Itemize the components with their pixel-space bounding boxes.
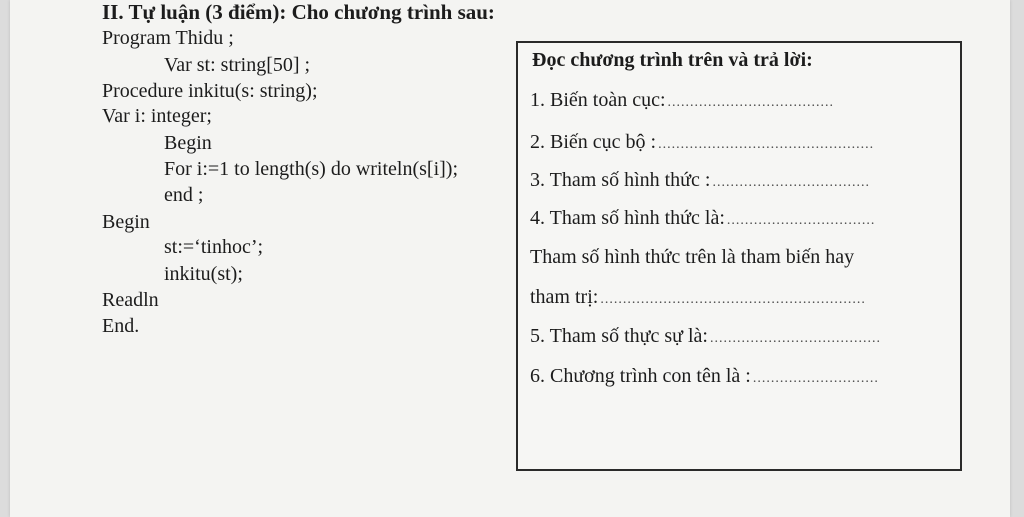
code-line: Var st: string[50] ;	[164, 54, 311, 76]
answer-blank: ...................................	[712, 175, 870, 190]
answer-blank: .................................	[726, 213, 876, 228]
answer-blank: ................................................	[658, 137, 875, 152]
answer-blank: ............................	[752, 371, 879, 386]
code-line: For i:=1 to length(s) do writeln(s[i]);	[164, 158, 459, 180]
code-line: inkitu(st);	[164, 263, 243, 285]
section-heading: II. Tự luận (3 điểm): Cho chương trình sau:	[102, 0, 495, 24]
question-text: 4. Tham số hình thức là:	[530, 207, 725, 229]
code-line: Var i: integer;	[102, 105, 212, 127]
question-text: tham trị:	[530, 286, 599, 308]
question-item	[530, 246, 854, 269]
question-box	[516, 41, 962, 471]
code-line: Begin	[164, 132, 212, 154]
question-text: 3. Tham số hình thức :	[530, 169, 711, 191]
question-text: 6. Chương trình con tên là :	[530, 365, 751, 387]
code-line: Program Thidu ;	[102, 27, 234, 49]
question-text: 1. Biến toàn cục:	[530, 89, 666, 111]
answer-blank: ......................................	[709, 331, 881, 346]
question-item	[530, 89, 834, 112]
question-text: Tham số hình thức trên là tham biến hay	[530, 246, 855, 268]
code-line: end ;	[164, 184, 204, 206]
question-box-title: Đọc chương trình trên và trả lời:	[532, 49, 813, 71]
code-line: Readln	[102, 289, 159, 311]
answer-blank: ...........................................................	[600, 292, 866, 307]
question-item	[530, 169, 870, 192]
code-line: st:=‘tinhoc’;	[164, 236, 264, 258]
code-line: Procedure inkitu(s: string);	[102, 80, 318, 102]
question-text: 5. Tham số thực sự là:	[530, 325, 708, 347]
answer-blank: .....................................	[667, 95, 835, 110]
question-text: 2. Biến cục bộ :	[530, 131, 657, 153]
question-item	[530, 286, 866, 309]
question-item	[530, 207, 875, 230]
question-item	[530, 325, 881, 348]
question-item	[530, 131, 874, 154]
code-line: End.	[102, 315, 140, 337]
code-line: Begin	[102, 211, 150, 233]
question-item	[530, 365, 879, 388]
